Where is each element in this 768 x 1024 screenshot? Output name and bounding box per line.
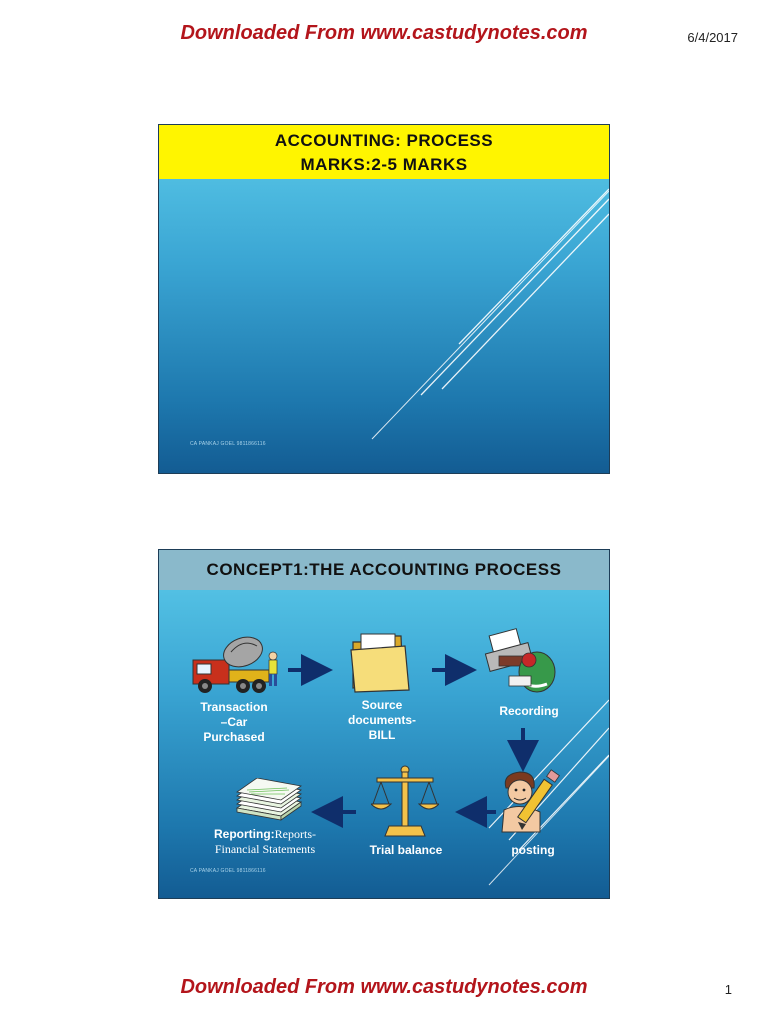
page-number: 1 xyxy=(724,982,732,997)
reporting-bold: Reporting: xyxy=(214,827,275,841)
slide-accounting-process xyxy=(158,124,610,474)
source-line3: BILL xyxy=(368,728,396,742)
source-line1: Source xyxy=(361,698,403,712)
step-recording-label: Recording xyxy=(499,704,559,718)
reporting-line2: Financial Statements xyxy=(214,842,316,856)
transaction-line2: –Car xyxy=(220,715,248,729)
transaction-line3: Purchased xyxy=(203,730,265,744)
footer-download-link[interactable]: Downloaded From www.castudynotes.com xyxy=(180,976,588,998)
header-download-link[interactable]: Downloaded From www.castudynotes.com xyxy=(180,22,588,44)
slide2-footer: CA PANKAJ GOEL 9811866116 xyxy=(190,868,266,874)
slide1-title-line1: ACCOUNTING: PROCESS xyxy=(274,131,494,150)
slide-concept-accounting-process xyxy=(158,549,610,899)
step-reporting-label xyxy=(205,827,325,857)
step-trial-balance-label: Trial balance xyxy=(369,843,443,857)
step-posting-label: posting xyxy=(511,843,555,857)
step-source-label xyxy=(337,698,427,743)
transaction-line1: Transaction xyxy=(200,700,268,714)
slide1-title-line2: MARKS:2-5 MARKS xyxy=(300,155,468,174)
reporting-line1 xyxy=(205,827,325,842)
source-line2: documents- xyxy=(347,713,416,727)
slide1-footer: CA PANKAJ GOEL 9811866116 xyxy=(190,441,266,447)
slide2-title: CONCEPT1:THE ACCOUNTING PROCESS xyxy=(206,560,562,579)
page-date: 6/4/2017 xyxy=(687,30,738,45)
reporting-rest: Reports- xyxy=(274,827,316,841)
slide1-title-band xyxy=(159,125,609,179)
step-transaction-label xyxy=(193,700,275,745)
